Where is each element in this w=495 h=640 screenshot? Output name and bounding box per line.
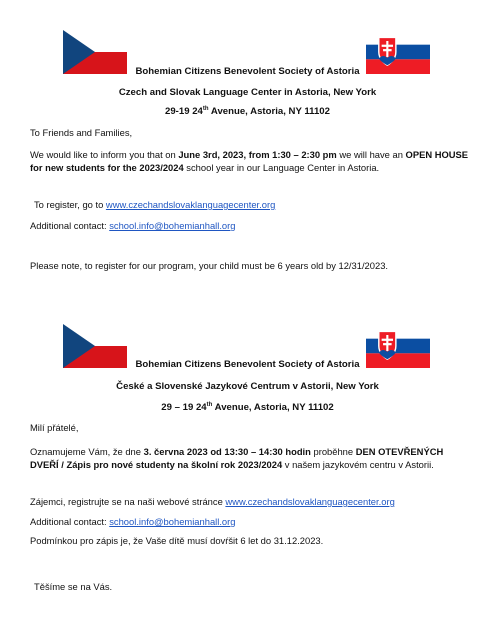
register-label: Zájemci, registrujte se na naši webové stránce <box>30 496 226 507</box>
address-sup: th <box>206 401 213 408</box>
address-rest: Avenue, Astoria, NY 11102 <box>208 106 330 117</box>
greeting: Milí přátelé, <box>30 422 79 433</box>
address-number: 29-19 24 <box>165 106 203 117</box>
announcement-open-house: OPEN HOUSE for new students for the 2023/2024 <box>30 149 469 173</box>
announcement-text: We would like to inform you that on <box>30 149 179 160</box>
address-rest: Avenue, Astoria, NY 11102 <box>212 402 334 413</box>
announcement-text: we will have an <box>336 149 406 160</box>
announcement-text: Oznamujeme Vám, že dne <box>30 446 144 457</box>
greeting: To Friends and Families, <box>30 127 133 138</box>
center-title: Czech and Slovak Language Center in Astoria, New York <box>118 87 377 98</box>
announcement-date: June 3rd, 2023, from 1:30 – 2:30 pm <box>178 149 337 160</box>
age-note: Please note, to register for our program, your child must be 6 years old by 12/31/2023. <box>30 260 389 271</box>
announcement-open-house: DEN OTEVŘENÝCH DVEŘÍ / Zápis pro nové studenty na školní rok 2023/2024 <box>30 446 444 470</box>
contact-label: Additional contact: <box>30 220 110 231</box>
register-link[interactable]: www.czechandslovaklanguagecenter.org <box>105 199 276 210</box>
address-number: 29 – 19 24 <box>161 402 207 413</box>
register-line <box>34 198 275 211</box>
address <box>0 106 495 117</box>
announcement-paragraph <box>30 445 470 471</box>
address-sup: th <box>202 105 209 112</box>
age-note: Podmínkou pro zápis je, že Vaše dítě musí dovŕšit 6 let do 31.12.2023. <box>30 535 324 546</box>
org-title: Bohemian Citizens Benevolent Society of Astoria <box>135 359 360 370</box>
announcement-text: proběhne <box>310 446 356 457</box>
org-title: Bohemian Citizens Benevolent Society of Astoria <box>135 66 360 77</box>
announcement-paragraph <box>30 148 470 174</box>
register-line <box>30 495 395 508</box>
announcement-text: v našem jazykovém centru v Astorii. <box>282 459 434 470</box>
contact-line <box>30 515 235 528</box>
register-label: To register, go to <box>34 199 106 210</box>
register-link[interactable]: www.czechandslovaklanguagecenter.org <box>225 496 395 507</box>
announcement-date: 3. června 2023 od 13:30 – 14:30 hodin <box>143 446 311 457</box>
center-title: České a Slovenské Jazykové Centrum v Astorii, New York <box>116 381 379 392</box>
announcement-text: school year in our Language Center in Astoria. <box>183 162 380 173</box>
address <box>0 402 495 413</box>
contact-email-link[interactable]: school.info@bohemianhall.org <box>109 220 236 231</box>
contact-label: Additional contact: <box>30 516 110 527</box>
contact-line <box>30 219 235 232</box>
closing: Těšíme se na Vás. <box>34 581 113 592</box>
contact-email-link[interactable]: school.info@bohemianhall.org <box>109 516 236 527</box>
